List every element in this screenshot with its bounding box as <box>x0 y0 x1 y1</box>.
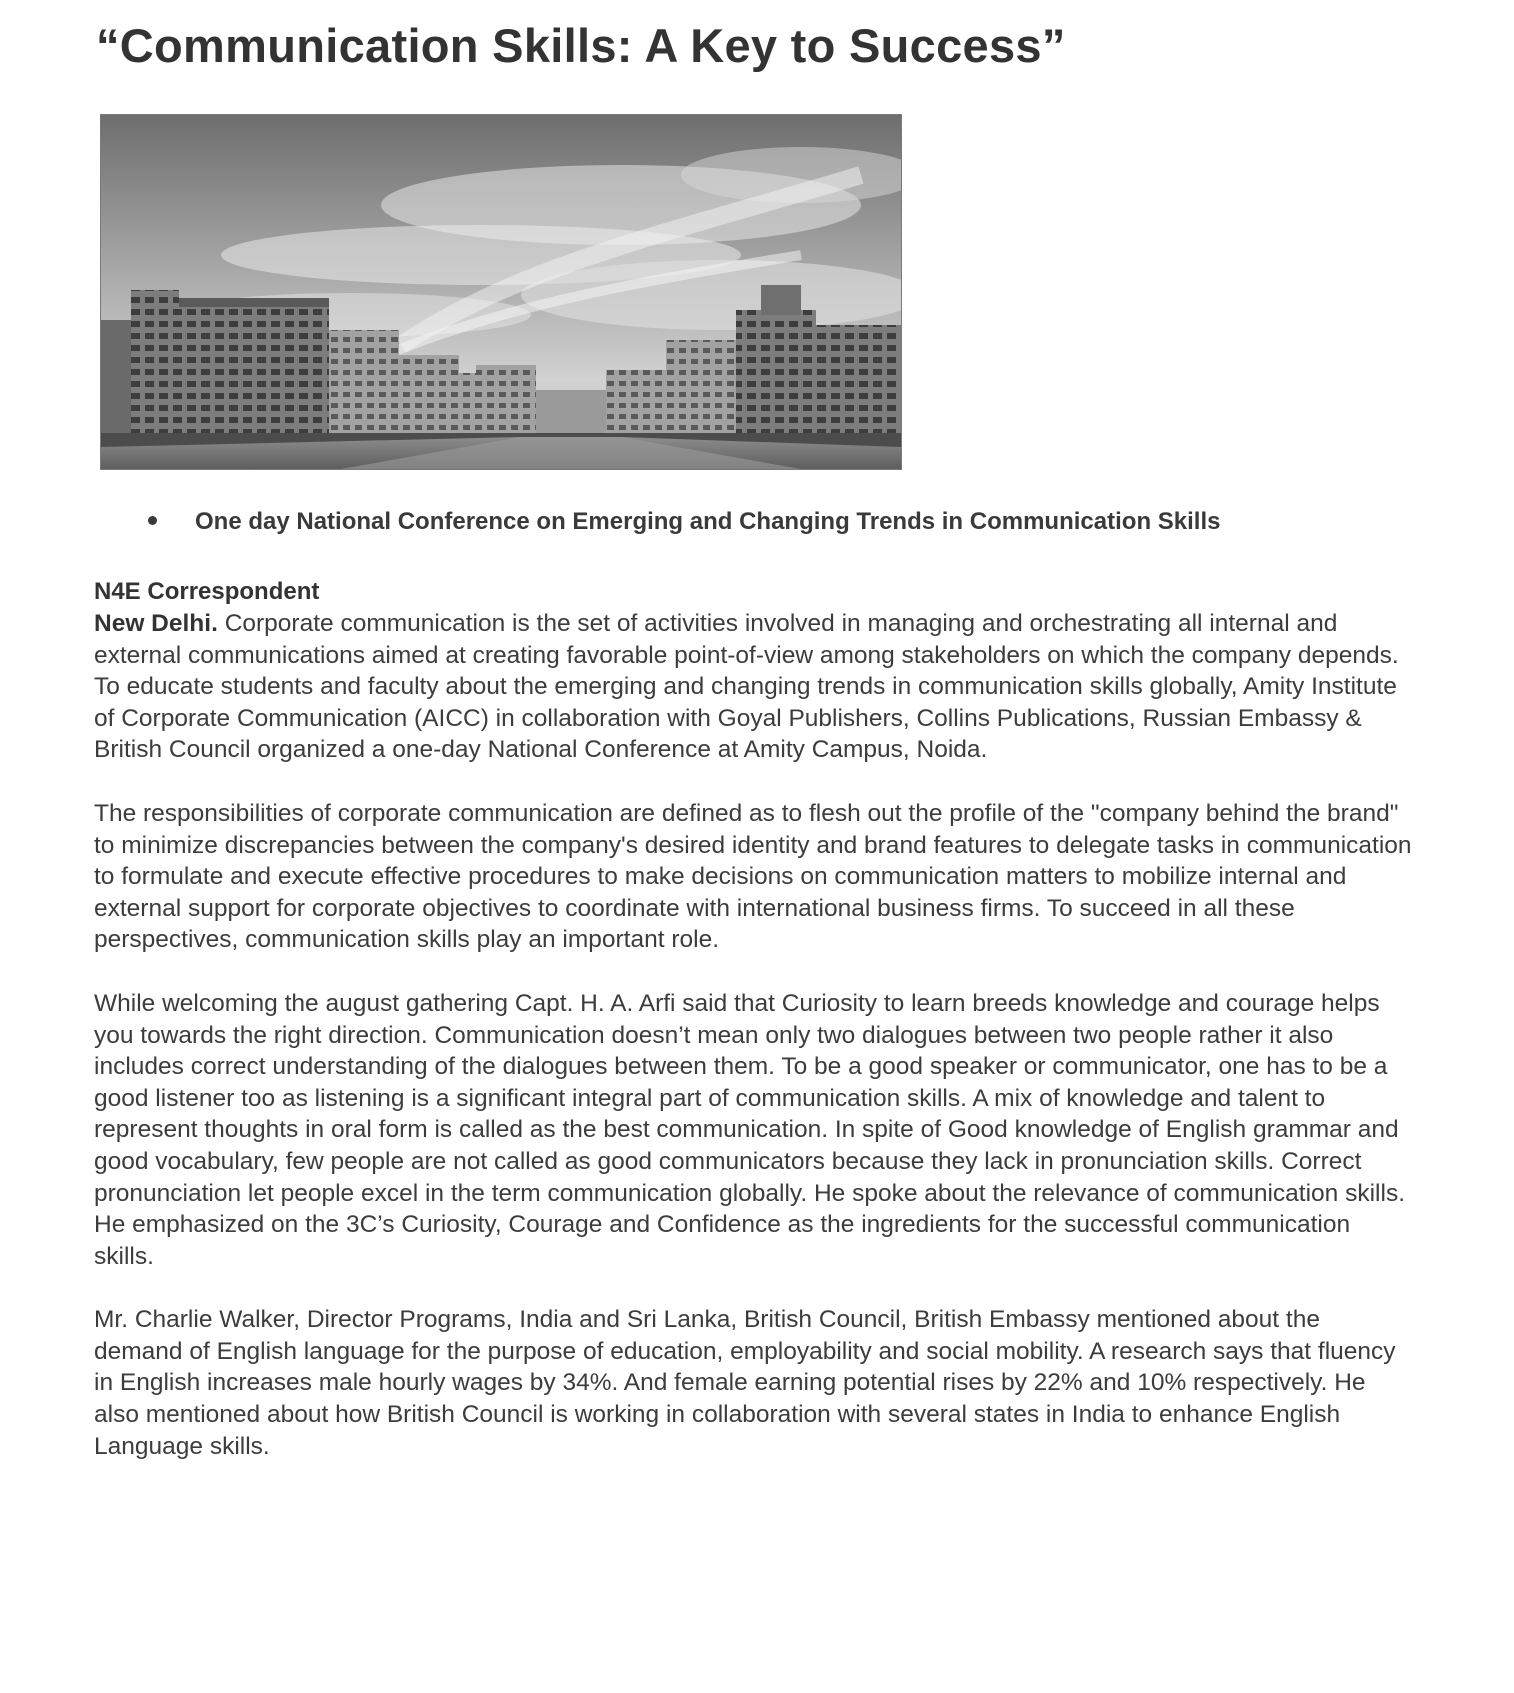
conference-highlight-text: One day National Conference on Emerging and Changing Trends in Communication Skills <box>195 508 1221 535</box>
article-paragraph-3: While welcoming the august gathering Capt. H. A. Arfi said that Curiosity to learn breeds knowledge and courage helps you towards the right direction. Communication doesn’t mean only two dialogues between two people rather it also includes correct understanding of the dialogues between them. To be a good speaker or communicator, one has to be a good listener too as listening is a significant integral part of communication skills. A mix of knowledge and talent to represent thoughts in oral form is called as the best communication. In spite of Good knowledge of English grammar and good vocabulary, few people are not called as good communicators because they lack in pronunciation skills. Correct pronunciation let people excel in the term communication globally. He spoke about the relevance of communication skills. He emphasized on the 3C’s Curiosity, Courage and Confidence as the ingredients for the successful communication skills. <box>94 989 1406 1270</box>
bullet-icon <box>148 516 157 525</box>
conference-highlight <box>148 508 1220 536</box>
article-paragraph-2: The responsibilities of corporate communication are defined as to flesh out the profile of the "company behind the brand" to minimize discrepancies between the company's desired identity and brand features to delegate tasks in communication to formulate and execute effective procedures to make decisions on communication matters to mobilize internal and external support for corporate objectives to coordinate with international business firms. To succeed in all these perspectives, communication skills play an important role. <box>94 799 1412 954</box>
article-paragraph-1-text: Corporate communication is the set of activities involved in managing and orchestrating all internal and external communications aimed at creating favorable point-of-view among stakeholders on which the company depends. To educate students and faculty about the emerging and changing trends in communication skills globally, Amity Institute of Corporate Communication (AICC) in collaboration with Goyal Publishers, Collins Publications, Russian Embassy & British Council organized a one-day National Conference at Amity Campus, Noida. <box>94 610 1399 764</box>
article-byline: N4E Correspondent <box>94 578 320 605</box>
article-paragraph-4: Mr. Charlie Walker, Director Programs, India and Sri Lanka, British Council, British Embassy mentioned about the demand of English language for the purpose of education, employability and social mobility. A research says that fluency in English increases male hourly wages by 34%. And female earning potential rises by 22% and 10% respectively. He also mentioned about how British Council is working in collaboration with several states in India to enhance English Language skills. <box>94 1306 1396 1460</box>
campus-buildings-photo-icon <box>101 115 901 469</box>
article-paragraph-1 <box>94 608 1414 766</box>
campus-photo <box>100 114 902 470</box>
article-dateline: New Delhi. <box>94 610 218 637</box>
article-headline: “Communication Skills: A Key to Success” <box>96 19 1066 72</box>
article-body <box>94 576 1414 1494</box>
